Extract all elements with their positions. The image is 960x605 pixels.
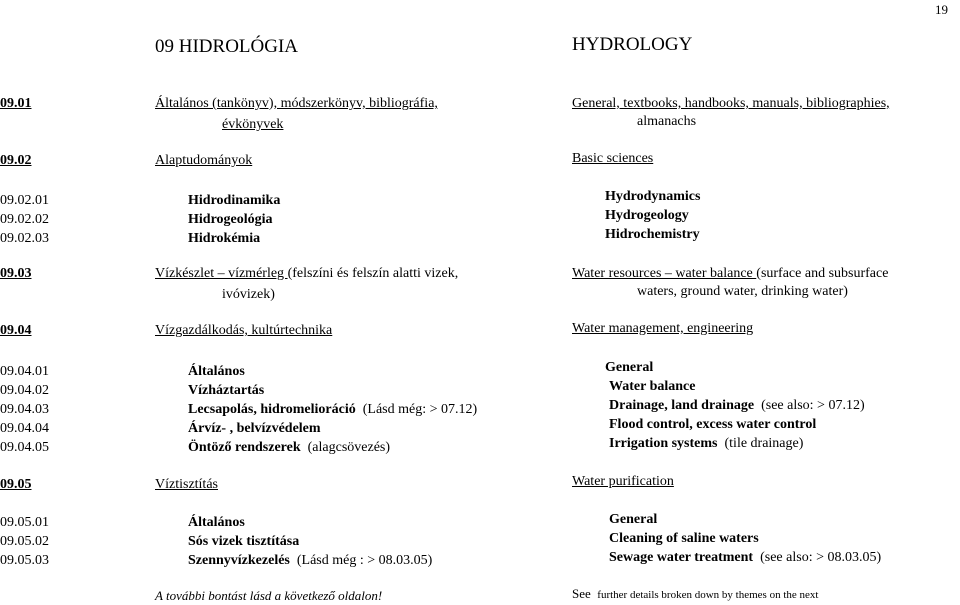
section-code-09-02: 09.02 [0,153,32,168]
item-code: 09.04.03 [0,402,49,417]
section-title-en-09-01: General, textbooks, handbooks, manuals, bibliographies, [572,96,890,111]
item-code: 09.04.05 [0,440,49,455]
item-title-en [609,436,803,452]
section-title-en-09-01-cont: almanachs [637,114,697,129]
item-title-hu-main: Vízháztartás [188,383,265,398]
item-title-hu [188,383,264,399]
item-code: 09.05.02 [0,534,49,549]
item-code: 09.05.03 [0,553,49,568]
item-title-hu [188,534,299,550]
item-title-en-main: Water balance [609,379,696,394]
item-title-hu [188,515,245,531]
item-title-en-main: Cleaning of saline waters [609,531,759,546]
section-title-hu-09-03-main: Vízkészlet – vízmérleg [155,266,288,281]
section-code-09-01: 09.01 [0,96,32,111]
item-title-hu: Hidrokémia [188,231,261,246]
item-title-en-main: Drainage, land drainage [609,398,755,413]
item-title-hu-main: Lecsapolás, hidromelioráció [188,402,356,417]
item-title-hu-main: Sós vizek tisztítása [188,534,300,549]
item-title-hu-main: Általános [188,515,245,530]
heading-hungarian: 09 HIDROLÓGIA [155,36,299,57]
section-title-en-09-02: Basic sciences [572,151,654,166]
item-title-en [609,417,816,433]
item-title-hu-main: Általános [188,364,245,379]
item-code: 09.02.03 [0,231,49,246]
item-title-en: Hydrodynamics [605,189,701,204]
item-title-en [605,360,653,376]
section-title-hu-09-02: Alaptudományok [155,153,253,168]
footer-note-hu: A további bontást lásd a következő oldalon! [155,588,383,603]
heading-english: HYDROLOGY [572,34,693,55]
item-note-hu: (Lásd még : > 08.03.05) [296,553,433,568]
section-code-09-05: 09.05 [0,477,32,492]
item-title-hu-main: Öntöző rendszerek [188,440,301,455]
section-title-en-09-04: Water management, engineering [572,321,754,336]
item-title-hu-main: Szennyvízkezelés [188,553,290,568]
section-title-en-09-03 [572,266,888,282]
footer-note-en-see: See [572,586,591,601]
item-title-en-main: Sewage water treatment [609,550,754,565]
item-title-en [609,379,695,395]
item-title-en: Hidrochemistry [605,227,700,242]
item-code: 09.02.02 [0,212,49,227]
item-title-hu [188,402,477,418]
item-title-en-main: General [609,512,658,527]
item-note-en: (tile drainage) [724,436,804,451]
item-title-hu: Hidrogeológia [188,212,273,227]
section-title-hu-09-01: Általános (tankönyv), módszerkönyv, bibliográfia, [155,96,438,111]
item-title-en [609,550,881,566]
item-code: 09.04.04 [0,421,49,436]
item-title-hu-main: Árvíz- , belvízvédelem [188,421,321,436]
item-code: 09.04.01 [0,364,49,379]
section-title-en-09-05: Water purification [572,474,674,489]
page-number: 19 [935,2,948,17]
item-title-en [609,398,865,414]
item-note-en: (see also: > 07.12) [761,398,865,413]
section-title-en-09-03-note: (surface and subsurface [756,266,889,281]
item-title-hu: Hidrodinamika [188,193,281,208]
item-title-en: Hydrogeology [605,208,689,223]
section-title-hu-09-03-note: (felszíni és felszín alatti vizek, [287,266,459,281]
section-title-hu-09-03 [155,266,458,282]
item-code: 09.05.01 [0,515,49,530]
item-title-hu [188,364,245,380]
section-title-hu-09-03-cont: ivóvizek) [222,287,275,302]
item-note-hu: (alagcsövezés) [307,440,391,455]
item-code: 09.04.02 [0,383,49,398]
item-title-en-main: Irrigation systems [609,436,718,451]
section-code-09-03: 09.03 [0,266,32,281]
item-title-en [609,531,759,547]
section-code-09-04: 09.04 [0,323,32,338]
item-title-en-main: General [605,360,654,375]
footer-note-en-rest: further details broken down by themes on the next [597,589,819,601]
section-title-en-09-03-cont: waters, ground water, drinking water) [637,284,848,299]
item-title-hu [188,440,390,456]
item-note-en: (see also: > 08.03.05) [760,550,882,565]
item-note-hu: (Lásd még: > 07.12) [362,402,478,417]
item-code: 09.02.01 [0,193,49,208]
section-title-hu-09-01-cont: évkönyvek [222,117,284,132]
item-title-hu [188,421,321,437]
item-title-en-main: Flood control, excess water control [609,417,817,432]
section-title-en-09-03-main: Water resources – water balance [572,266,757,281]
item-title-en [609,512,657,528]
footer-note-en [572,586,818,602]
section-title-hu-09-04: Vízgazdálkodás, kultúrtechnika [155,323,333,338]
section-title-hu-09-05: Víztisztítás [155,477,218,492]
item-title-hu [188,553,432,569]
